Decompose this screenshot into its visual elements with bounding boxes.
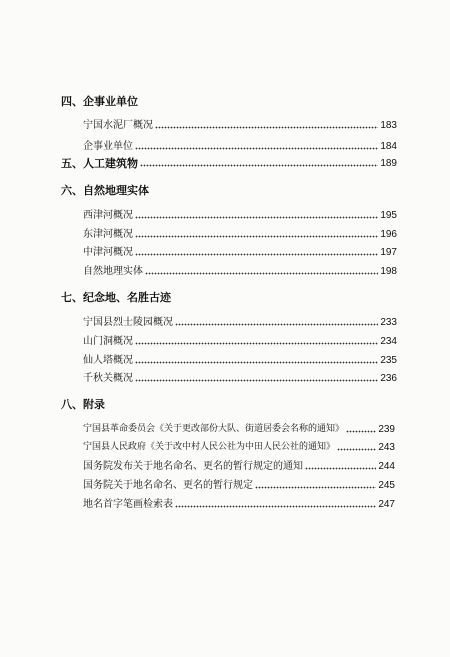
toc-entry-title: 宁国水泥厂概况 (83, 120, 153, 131)
dot-leader (135, 253, 378, 256)
toc-page-number: 243 (378, 442, 395, 453)
toc-entry-title: 千秋关概况 (83, 373, 133, 384)
section-heading: 六、自然地理实体 (61, 184, 149, 197)
toc-page-number: 233 (380, 317, 397, 328)
dot-leader (175, 505, 376, 508)
toc-page-number: 244 (378, 461, 395, 472)
dot-leader (337, 448, 376, 451)
toc-entry[interactable] (83, 245, 397, 259)
dot-leader (135, 147, 378, 150)
dot-leader (135, 379, 378, 382)
toc-entry[interactable] (83, 315, 397, 329)
toc-entry[interactable] (83, 139, 397, 153)
toc-entry-title: 国务院关于地名命名、更名的暂行规定 (83, 480, 253, 491)
toc-page-number: 245 (378, 480, 395, 491)
toc-entry[interactable] (83, 422, 395, 436)
toc-entry-title: 宁国县烈士陵园概况 (83, 317, 173, 328)
dot-leader (135, 235, 378, 238)
dot-leader (255, 486, 376, 489)
toc-entry[interactable] (83, 353, 397, 367)
toc-entry-title: 自然地理实体 (83, 266, 143, 277)
toc-entry[interactable] (83, 264, 397, 278)
toc-entry-title: 宁国县人民政府《关于改中村人民公社为中田人民公社的通知》 (83, 442, 336, 452)
toc-entry-title: 宁国县革命委员会《关于更改部份大队、街道居委会名称的通知》 (83, 424, 345, 434)
section-heading: 七、纪念地、名胜古迹 (61, 291, 171, 304)
toc-entry[interactable] (83, 227, 397, 241)
toc-entry[interactable] (83, 208, 397, 222)
dot-leader (305, 467, 376, 470)
dot-leader (140, 164, 378, 167)
toc-page-number: 239 (378, 424, 395, 435)
dot-leader (135, 342, 378, 345)
toc-entry-title: 企事业单位 (83, 141, 133, 152)
toc-page-number: 235 (380, 355, 397, 366)
toc-page-number: 197 (380, 247, 397, 258)
toc-entry[interactable] (83, 118, 397, 132)
section-heading: 五、人工建筑物 (61, 157, 138, 170)
dot-leader (135, 361, 378, 364)
toc-page-number: 196 (380, 229, 397, 240)
toc-page-number: 198 (380, 266, 397, 277)
dot-leader (135, 216, 378, 219)
dot-leader (145, 272, 378, 275)
section-heading: 四、企事业单位 (61, 95, 138, 108)
toc-entry-title: 西津河概况 (83, 210, 133, 221)
toc-page-number: 195 (380, 210, 397, 221)
toc-page-number: 247 (378, 499, 395, 510)
toc-entry-title: 山门洞概况 (83, 336, 133, 347)
toc-page-number: 184 (380, 141, 397, 152)
toc-section-entry[interactable] (61, 156, 397, 170)
toc-page-number: 183 (380, 120, 397, 131)
toc-page-number: 189 (380, 158, 397, 169)
toc-entry[interactable] (83, 497, 395, 511)
dot-leader (175, 323, 378, 326)
toc-entry[interactable] (83, 334, 397, 348)
toc-page-number: 234 (380, 336, 397, 347)
toc-entry-title: 仙人塔概况 (83, 355, 133, 366)
toc-entry[interactable] (83, 459, 395, 473)
toc-entry[interactable] (83, 478, 395, 492)
toc-entry-title: 东津河概况 (83, 229, 133, 240)
toc-page-number: 236 (380, 373, 397, 384)
toc-entry-title: 地名首字笔画检索表 (83, 499, 173, 510)
dot-leader (155, 126, 378, 129)
section-heading: 八、附录 (61, 398, 105, 411)
toc-entry-title: 中津河概况 (83, 247, 133, 258)
toc-entry-title: 国务院发布关于地名命名、更名的暂行规定的通知 (83, 461, 303, 472)
toc-entry[interactable] (83, 371, 397, 385)
toc-entry[interactable] (83, 440, 395, 454)
dot-leader (346, 430, 376, 433)
